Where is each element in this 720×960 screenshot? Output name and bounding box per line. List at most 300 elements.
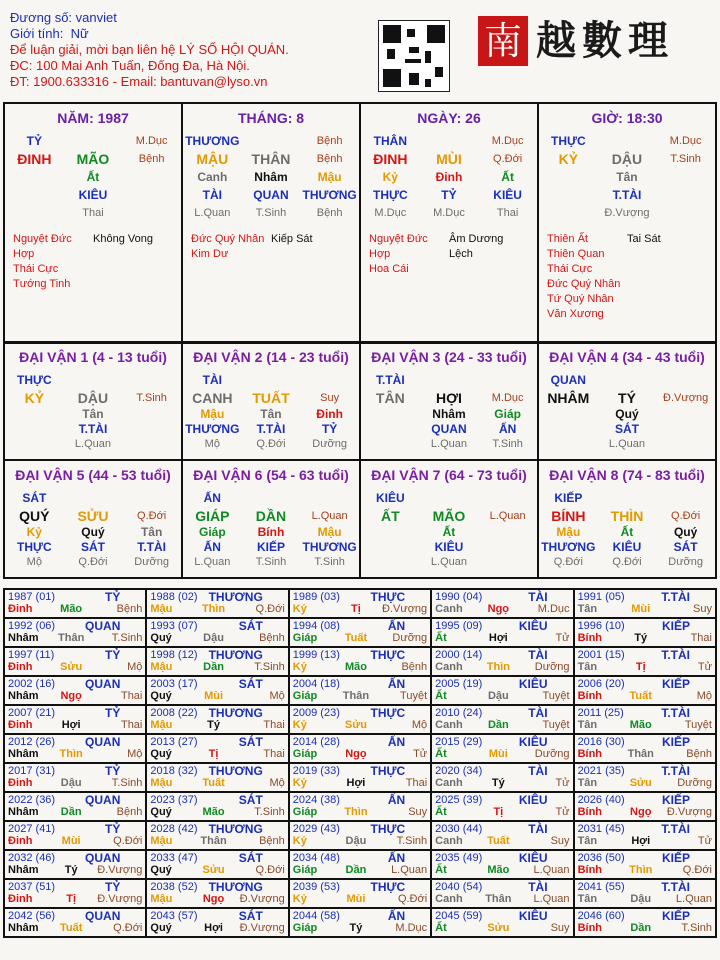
year-label: 2040 (54): [435, 881, 483, 893]
year-label: 2017 (31): [8, 765, 56, 777]
year-stage: Bệnh: [259, 835, 285, 847]
year-bottom-row: [435, 864, 569, 877]
year-branch: Ngọ: [60, 690, 82, 702]
hidden-stem: Mậu: [556, 525, 581, 539]
year-stage: Dưỡng: [534, 748, 570, 760]
year-branch: Mão: [629, 719, 652, 731]
spacer: [123, 422, 181, 437]
hidden-stage: Thai: [82, 207, 104, 219]
year-cell: [289, 879, 431, 908]
hidden-stem: Tân: [140, 525, 163, 539]
hidden-star: KIÊU: [612, 540, 642, 554]
year-stem: Đinh: [8, 777, 33, 789]
year-branch: Thìn: [486, 661, 510, 673]
year-stage: Mộ: [127, 748, 143, 760]
period-branch: THÌN: [610, 508, 644, 524]
spacer: [301, 371, 359, 389]
year-cell: [574, 763, 716, 792]
year-cell: [146, 763, 288, 792]
year-label: 2014 (28): [292, 736, 340, 748]
year-branch: Dậu: [630, 893, 652, 905]
year-bottom-row: [150, 777, 284, 790]
hidden-stem-row: [539, 407, 715, 422]
year-stem: Mậu: [150, 835, 173, 847]
year-stem: Tân: [577, 603, 598, 615]
year-star: TỶ: [105, 880, 121, 894]
spacer: [64, 489, 122, 507]
hidden-stage-row: [183, 555, 359, 570]
hidden-stem-row: [183, 525, 359, 540]
year-stage: Q.Đới: [682, 864, 712, 876]
year-stage: Thai: [405, 777, 428, 789]
period-branch: HỢI: [436, 390, 462, 406]
year-cell: [289, 589, 431, 618]
hidden-star: TÀI: [202, 188, 222, 202]
year-branch: Hợi: [488, 632, 508, 644]
spacer: [64, 132, 122, 150]
hidden-stem: Quý: [673, 525, 698, 539]
hidden-stage: Q.Đới: [78, 556, 108, 568]
year-branch: Tị: [635, 661, 646, 673]
year-stage: Q.Đới: [255, 864, 285, 876]
hidden-star-row: [361, 422, 537, 437]
spacer: [361, 540, 419, 555]
year-branch: Tuất: [629, 690, 652, 702]
spacer: [5, 186, 63, 204]
year-top-row: [435, 620, 569, 632]
year-cell: [431, 908, 573, 937]
star-right: [627, 262, 707, 277]
hidden-stem: Mậu: [200, 407, 225, 421]
year-star: SÁT: [238, 793, 263, 807]
year-bottom-row: [578, 864, 712, 877]
pillar-stem-branch-row: [183, 150, 359, 168]
year-branch: Tị: [208, 748, 219, 760]
period-branch: TÝ: [618, 390, 636, 406]
period-title: ĐẠI VẬN 7 (64 - 73 tuổi): [371, 467, 527, 483]
year-star: T.TÀI: [661, 880, 690, 894]
year-bottom-row: [293, 922, 427, 935]
year-bottom-row: [578, 806, 712, 819]
period-stage: Q.Đới: [671, 510, 701, 522]
spacer: [657, 422, 715, 437]
year-cell: [574, 850, 716, 879]
year-branch: Dậu: [203, 632, 224, 644]
pillar-stage: M.Dục: [669, 135, 702, 147]
year-stem: Canh: [435, 835, 463, 847]
year-star: ẤN: [387, 619, 406, 633]
pillar-stem: ĐINH: [17, 151, 52, 167]
year-branch: Mùi: [61, 835, 81, 847]
year-star: KIẾP: [661, 619, 690, 633]
period-star-row: [5, 489, 181, 507]
year-stage: Mộ: [269, 690, 285, 702]
year-label: 2006 (20): [577, 678, 625, 690]
year-branch: Dần: [345, 864, 367, 876]
year-cell: [146, 792, 288, 821]
year-top-row: [435, 910, 569, 922]
hidden-star: THƯƠNG: [302, 188, 357, 202]
year-branch: Mùi: [488, 748, 508, 760]
year-label: 2046 (60): [577, 910, 625, 922]
pillar-stars: [369, 232, 529, 277]
year-branch: Tuất: [487, 835, 510, 847]
hidden-stage: L.Quan: [194, 207, 231, 219]
year-stem: Mậu: [150, 661, 173, 673]
year-star: THƯƠNG: [208, 706, 263, 720]
hidden-star-row: [361, 186, 537, 204]
hidden-star: THƯƠNG: [541, 540, 596, 554]
year-star: SÁT: [238, 619, 263, 633]
hidden-stem: Tân: [82, 407, 104, 421]
hidden-stage-row: [361, 555, 537, 570]
year-label: 2015 (29): [435, 736, 483, 748]
year-top-row: [8, 765, 142, 777]
year-stem: Bính: [577, 690, 603, 702]
period-stem-branch-row: [361, 389, 537, 407]
year-label: 2000 (14): [435, 649, 483, 661]
year-stage: Dưỡng: [677, 777, 712, 789]
year-stem: Canh: [435, 661, 463, 673]
year-stem: Ất: [435, 748, 447, 760]
year-stage: T.Sinh: [396, 835, 428, 847]
period-star: SÁT: [22, 491, 47, 505]
hidden-stem: Ất: [501, 170, 514, 184]
period-stage: Suy: [320, 392, 340, 404]
year-cell: [431, 734, 573, 763]
spacer: [420, 132, 478, 150]
star-line: [369, 262, 529, 277]
year-label: 2038 (52): [150, 881, 198, 893]
period-star-row: [361, 489, 537, 507]
year-stage: Đ.Vượng: [382, 603, 428, 615]
period-branch: DẦN: [255, 508, 287, 524]
year-cell: [574, 879, 716, 908]
year-label: 2004 (18): [292, 678, 340, 690]
contact-line: Để luận giải, mời bạn liên hệ LÝ SỐ HỘI QUÁN.: [10, 42, 289, 57]
period-cell: [182, 342, 360, 460]
year-star: THƯƠNG: [208, 764, 263, 778]
year-star: SÁT: [238, 851, 263, 865]
star-right: Không Vong: [93, 233, 153, 245]
year-stem: Mậu: [150, 719, 173, 731]
star-line: [547, 292, 707, 307]
year-branch: Tị: [66, 893, 77, 905]
hidden-stage: Q.Đới: [612, 556, 642, 568]
hidden-stage-row: [183, 437, 359, 452]
year-star: QUAN: [85, 851, 121, 865]
year-label: 2007 (21): [8, 707, 56, 719]
year-stage: Đ.Vượng: [97, 864, 143, 876]
year-stage: Suy: [550, 835, 570, 847]
hidden-stem: Quý: [81, 525, 105, 539]
star-left: Thiên Ất: [547, 233, 588, 245]
year-cell: [4, 676, 146, 705]
hidden-stem: Ất: [620, 525, 634, 539]
year-star: T.TÀI: [661, 764, 690, 778]
hidden-stage: T.Sinh: [255, 556, 287, 568]
year-label: 2039 (53): [292, 881, 340, 893]
hidden-star-row: [539, 422, 715, 437]
year-stage: Suy: [693, 603, 712, 615]
period-title: ĐẠI VẬN 4 (34 - 43 tuổi): [549, 349, 705, 365]
hidden-star: ẤN: [203, 540, 221, 554]
year-bottom-row: [150, 922, 284, 935]
hidden-stage-row: [539, 555, 715, 570]
hidden-stage-row: [5, 437, 181, 452]
year-cell: [146, 589, 288, 618]
year-star: T.TÀI: [661, 648, 690, 662]
hidden-stage: Dưỡng: [134, 556, 170, 568]
period-stem: CANH: [192, 390, 233, 406]
year-branch: Thìn: [344, 806, 368, 818]
hidden-stem-row: [539, 168, 715, 186]
hidden-stem-row: [361, 525, 537, 540]
year-bottom-row: [578, 835, 712, 848]
year-stem: Canh: [435, 719, 463, 731]
spacer: [123, 437, 181, 452]
period-star-row: [5, 371, 181, 389]
gender-line: [10, 26, 289, 42]
spacer: [539, 204, 597, 222]
hidden-stage: Dưỡng: [312, 438, 348, 450]
year-bottom-row: [8, 690, 142, 703]
year-stem: Nhâm: [8, 748, 39, 760]
year-label: 2025 (39): [435, 794, 483, 806]
year-stage: Thai: [263, 748, 285, 760]
spacer: [242, 132, 300, 150]
hidden-stem: Canh: [197, 170, 228, 184]
period-stage: Q.Đới: [137, 510, 167, 522]
year-stem: Nhâm: [8, 864, 39, 876]
pillar-title: THÁNG: 8: [237, 110, 305, 126]
year-cell: [146, 705, 288, 734]
year-top-row: [293, 823, 427, 835]
year-stage: Tử: [555, 632, 570, 644]
year-branch: Mão: [202, 806, 225, 818]
gender-value: Nữ: [70, 26, 89, 41]
year-star: TÀI: [528, 822, 548, 836]
period-star: KIÊU: [375, 491, 405, 505]
hidden-star: QUAN: [253, 188, 289, 202]
hidden-stage: M.Dục: [433, 207, 465, 219]
star-right: [449, 262, 529, 277]
pillar-star-row: [539, 132, 715, 150]
year-bottom-row: [578, 893, 712, 906]
year-branch: Tị: [351, 603, 361, 615]
hidden-stem: Quý: [615, 407, 639, 421]
year-star: TÀI: [528, 590, 548, 604]
year-stem: Tân: [577, 777, 598, 789]
year-label: 2012 (26): [8, 736, 56, 748]
hidden-stage: L.Quan: [608, 438, 646, 450]
year-stem: Ất: [435, 922, 447, 934]
year-label: 2023 (37): [150, 794, 198, 806]
year-cell: [4, 879, 146, 908]
year-branch: Thân: [342, 690, 370, 702]
year-top-row: [150, 765, 284, 777]
pillar-branch-stage: Bệnh: [316, 153, 343, 165]
year-top-row: [293, 678, 427, 690]
year-stem: Tân: [577, 835, 598, 847]
four-pillars-table: [3, 102, 717, 344]
spacer: [361, 437, 419, 452]
year-stem: Nhâm: [8, 922, 39, 934]
year-top-row: [578, 620, 712, 632]
star-line: [547, 247, 707, 262]
spacer: [598, 132, 656, 150]
spacer: [123, 168, 181, 186]
year-cell: [574, 589, 716, 618]
star-right: [93, 277, 173, 292]
year-label: 1997 (11): [8, 649, 55, 661]
year-stage: Bệnh: [259, 632, 285, 644]
year-label: 2016 (30): [577, 736, 625, 748]
hidden-star: THỰC: [373, 188, 408, 202]
year-cell: [4, 908, 146, 937]
year-star: T.TÀI: [661, 822, 690, 836]
year-stage: Thai: [690, 632, 712, 644]
year-bottom-row: [578, 690, 712, 703]
year-cell: [4, 705, 146, 734]
year-stem: Tân: [577, 719, 598, 731]
year-label: 2044 (58): [292, 910, 340, 922]
year-label: 2032 (46): [8, 852, 56, 864]
annual-table: [3, 588, 717, 938]
year-top-row: [578, 765, 712, 777]
year-top-row: [150, 736, 284, 748]
star-right: [627, 307, 707, 322]
year-top-row: [435, 678, 569, 690]
pillar-branch: DẬU: [611, 151, 643, 167]
period-title: ĐẠI VẬN 8 (74 - 83 tuổi): [549, 467, 705, 483]
period-branch: SỬU: [77, 508, 109, 524]
year-top-row: [150, 881, 284, 893]
year-cell: [431, 879, 573, 908]
year-top-row: [578, 852, 712, 864]
year-bottom-row: [150, 719, 284, 732]
year-branch: Tý: [491, 777, 505, 789]
year-cell: [4, 792, 146, 821]
spacer: [5, 204, 63, 222]
spacer: [539, 168, 597, 186]
star-left: Thái Cực: [13, 263, 59, 275]
year-bottom-row: [435, 690, 569, 703]
year-stem: Giáp: [292, 690, 318, 702]
brand-logo: [478, 14, 706, 70]
year-stem: Bính: [577, 632, 603, 644]
year-cell: [574, 647, 716, 676]
year-label: 1995 (09): [435, 620, 483, 632]
star-left: Đức Quý Nhân: [547, 278, 621, 290]
year-star: THƯƠNG: [208, 648, 263, 662]
pillar-main-star: THÂN: [373, 134, 407, 148]
year-label: 2022 (36): [8, 794, 56, 806]
year-stage: Tuyệt: [542, 719, 570, 731]
year-bottom-row: [150, 893, 284, 906]
period-star: QUAN: [550, 373, 586, 387]
year-top-row: [150, 707, 284, 719]
pillar-stem-branch-row: [5, 150, 181, 168]
hidden-stage: Q.Đới: [553, 556, 583, 568]
year-cell: [289, 647, 431, 676]
spacer: [123, 204, 181, 222]
year-star: THỰC: [370, 764, 406, 778]
year-top-row: [8, 794, 142, 806]
year-bottom-row: [8, 806, 142, 819]
pillar-main-star: THƯƠNG: [185, 134, 240, 148]
year-stem: Giáp: [292, 632, 318, 644]
star-right: [627, 292, 707, 307]
year-bottom-row: [578, 661, 712, 674]
year-star: QUAN: [85, 735, 121, 749]
pillar-stem: KỶ: [558, 151, 579, 167]
star-right: [93, 262, 173, 277]
spacer: [479, 371, 537, 389]
hidden-star-row: [5, 422, 181, 437]
year-bottom-row: [293, 748, 427, 761]
hidden-star-row: [183, 422, 359, 437]
year-label: 2020 (34): [435, 765, 483, 777]
year-branch: Sửu: [487, 922, 510, 934]
header-info: [10, 10, 289, 90]
pillar-stage: M.Dục: [135, 135, 168, 147]
spacer: [5, 407, 63, 422]
year-cell: [4, 850, 146, 879]
year-label: 2003 (17): [150, 678, 198, 690]
spacer: [657, 371, 715, 389]
hidden-stage: L.Quan: [430, 438, 468, 450]
hidden-star-row: [183, 540, 359, 555]
year-cell: [289, 705, 431, 734]
star-left: Thái Cực: [547, 263, 593, 275]
year-branch: Mùi: [204, 690, 224, 702]
pillar-cell: [538, 103, 716, 343]
year-label: 2021 (35): [577, 765, 625, 777]
hidden-stem-row: [5, 407, 181, 422]
star-left: Kim Dư: [191, 248, 229, 260]
major-periods-table: [3, 341, 717, 579]
hidden-star-row: [183, 186, 359, 204]
year-star: THƯƠNG: [208, 590, 263, 604]
spacer: [420, 489, 478, 507]
year-bottom-row: [578, 748, 712, 761]
period-star: ẤN: [203, 491, 221, 505]
spacer: [420, 371, 478, 389]
period-stem: QUÝ: [19, 508, 50, 524]
spacer: [5, 437, 63, 452]
pillar-stage: M.Dục: [491, 135, 524, 147]
year-stage: Suy: [550, 922, 570, 934]
star-line: [13, 232, 173, 262]
year-bottom-row: [293, 661, 427, 674]
spacer: [657, 437, 715, 452]
year-top-row: [435, 736, 569, 748]
year-star: QUAN: [85, 793, 121, 807]
year-stem: Đinh: [8, 603, 33, 615]
hidden-stem: Mậu: [317, 170, 342, 184]
hidden-star: T.TÀI: [137, 540, 166, 554]
year-cell: [431, 705, 573, 734]
year-top-row: [150, 591, 284, 603]
year-stem: Mậu: [150, 777, 173, 789]
year-star: KIÊU: [518, 619, 548, 633]
year-label: 1993 (07): [150, 620, 198, 632]
spacer: [598, 489, 656, 507]
year-bottom-row: [435, 661, 569, 674]
period-branch: MÃO: [432, 508, 466, 524]
year-stage: L.Quan: [533, 893, 570, 905]
